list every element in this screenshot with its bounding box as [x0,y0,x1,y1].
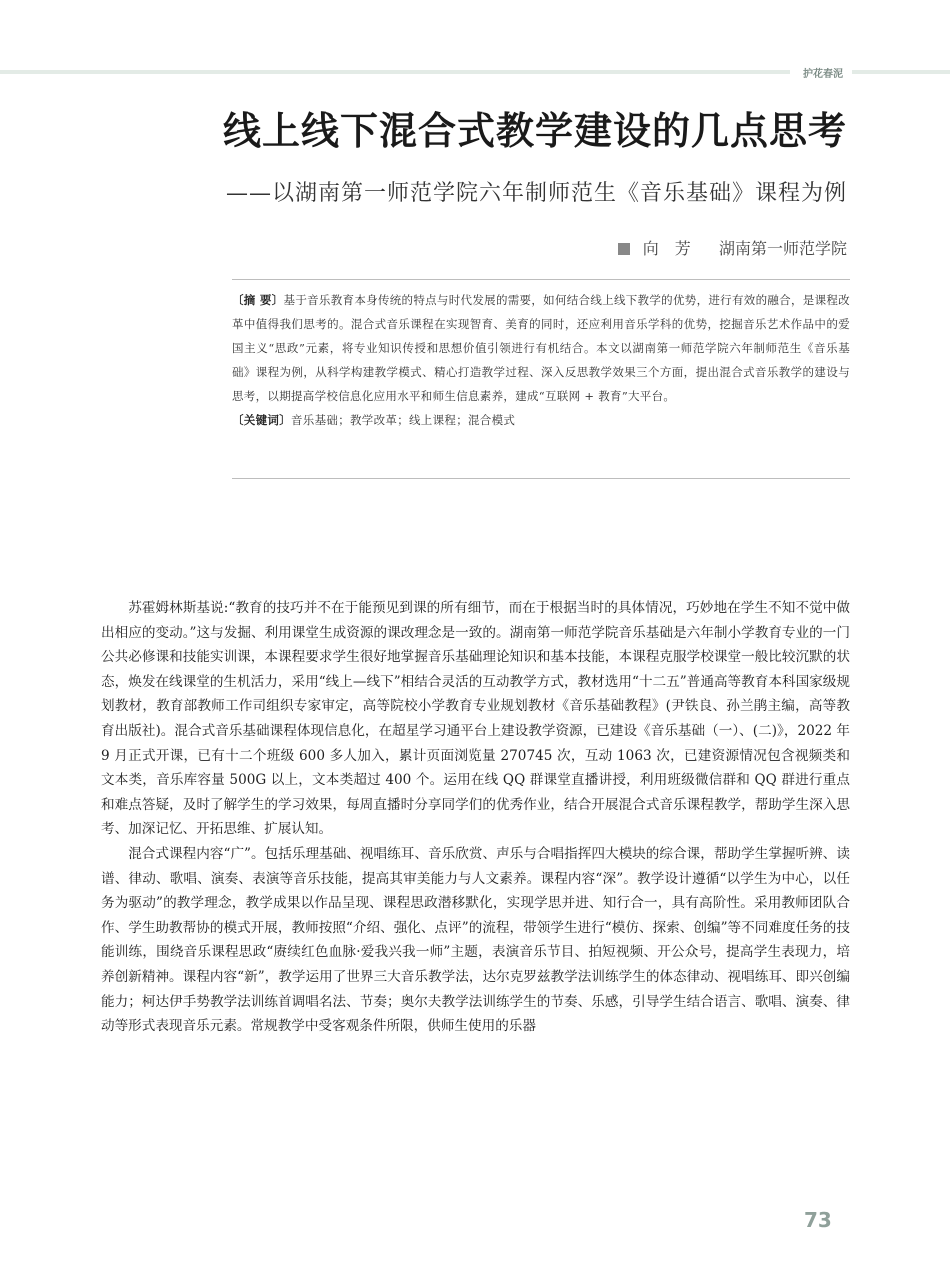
author-byline [347,236,847,259]
header-rule-right [852,70,950,74]
body-paragraph-1: 苏霍姆林斯基说:“教育的技巧并不在于能预见到课的所有细节，而在于根据当时的具体情况，巧妙地在学生不知不觉中做出相应的变动。”这与发掘、利用课堂生成资源的课改理念是一致的。湖南第一师范学院音乐基础是六年制小学教育专业的一门公共必修课和技能实训课，本课程要求学生很好地掌握音乐基础理论知识和基本技能，本课程克服学校课堂一般比较沉默的状态，焕发在线课堂的生机活力，采用“线上—线下”相结合灵活的互动教学方式，教材选用“十二五”普通高等教育本科国家级规划教材，教育部教师工作司组织专家审定，高等院校小学教育专业规划教材《音乐基础教程》(尹铁良、孙兰鹃主编，高等教育出版社)。混合式音乐基础课程体现信息化，在超星学习通平台上建设教学资源，已建设《音乐基础（一）、(二)》，2022 年 9 月正式开课，已有十二个班级 600 多人加入，累计页面浏览量 270745 次，互动 1063 次，已建资源情况包含视频类和文本类，音乐库容量 500G 以上，文本类超过 400 个。运用在线 QQ 群课堂直播讲授，利用班级微信群和 QQ 群进行重点和难点答疑，及时了解学生的学习效果，每周直播时分享同学们的优秀作业，结合开展混合式音乐课程教学，帮助学生深入思考、加深记忆、开拓思维、扩展认知。 [101,600,850,838]
article-title: 线上线下混合式教学建设的几点思考 [222,109,847,153]
article-subtitle: ——以湖南第一师范学院六年制师范生《音乐基础》课程为例 [225,181,847,206]
keywords-line [232,408,850,432]
abstract-text: 基于音乐教育本身传统的特点与时代发展的需要，如何结合线上线下教学的优势，进行有效的融合，是课程改革中值得我们思考的。混合式音乐课程在实现智育、美育的同时，还应利用音乐学科的优势，挖掘音乐艺术作品中的爱国主义“思政”元素，将专业知识传授和思想价值引领进行有机结合。本文以湖南第一师范学院六年制师范生《音乐基础》课程为例，从科学构建教学模式、精心打造教学过程、深入反思教学效果三个方面，提出混合式音乐教学的建设与思考，以期提高学校信息化应用水平和师生信息素养，建成“互联网 + 教育”大平台。 [232,293,850,403]
article-body [101,596,850,1039]
keywords-label: 〔关键词〕 [232,413,291,427]
page-number: 73 [804,1208,832,1232]
author-name: 向 芳 [642,239,691,258]
byline-square-icon [618,243,630,255]
keywords: 音乐基础；教学改革；线上课程；混合模式 [291,413,516,427]
body-paragraph-2: 混合式课程内容“广”。包括乐理基础、视唱练耳、音乐欣赏、声乐与合唱指挥四大模块的综合课，帮助学生掌握听辨、读谱、律动、歌唱、演奏、表演等音乐技能，提高其审美能力与人文素养。课程内容“深”。教学设计遵循“以学生为中心，以任务为驱动”的教学理念，教学成果以作品呈现、课程思政潜移默化，实现学思并进、知行合一，具有高阶性。采用教师团队合作、学生助教帮协的模式开展，教师按照“介绍、强化、点评”的流程，带领学生进行“模仿、探索、创编”等不同难度任务的技能训练，围绕音乐课程思政“赓续红色血脉·爱我兴我一师”主题，表演音乐节目、拍短视频、开公众号，提高学生表现力，培养创新精神。课程内容“新”，教学运用了世界三大音乐教学法，达尔克罗兹教学法训练学生的体态律动、视唱练耳、即兴创编能力；柯达伊手势教学法训练首调唱名法、节奏；奥尔夫教学法训练学生的节奏、乐感，引导学生结合语言、歌唱、演奏、律动等形式表现音乐元素。常规教学中受客观条件所限，供师生使用的乐器 [101,845,850,1035]
author-affiliation: 湖南第一师范学院 [718,239,847,258]
column-tag: 护花春泥 [803,69,843,80]
abstract-paragraph [232,288,850,408]
abstract [232,288,850,432]
abstract-label: 〔摘 要〕 [232,293,284,307]
header-rule [0,70,790,74]
